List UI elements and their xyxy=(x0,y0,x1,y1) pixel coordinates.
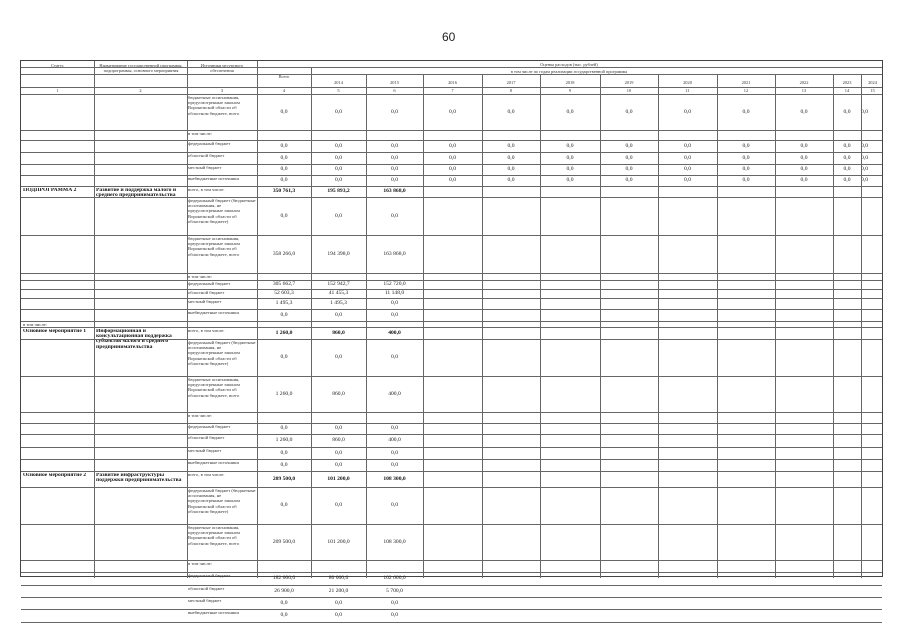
column-divider xyxy=(861,74,862,578)
row-divider xyxy=(21,164,882,165)
header-estimate: Оценка расходов (тыс. рублей) xyxy=(540,62,598,67)
row-divider xyxy=(21,140,882,141)
header-year: 2021 xyxy=(741,80,751,85)
header-col-number: 10 xyxy=(626,88,632,93)
main-event-1-value: 0,0 xyxy=(280,425,288,431)
top-block-value: 0,0 xyxy=(391,154,398,161)
main-event-1-row-label: федеральный бюджет xyxy=(188,424,231,429)
column-divider xyxy=(833,74,834,578)
subprogram-2-value: 163 868,0 xyxy=(383,250,406,257)
main-event-2-value: 0,0 xyxy=(335,599,342,606)
top-block-row-label: федеральный бюджет xyxy=(188,141,231,146)
row-divider xyxy=(21,197,882,198)
main-event-2-value: 0,0 xyxy=(335,612,342,618)
header-col-number: 6 xyxy=(393,88,396,93)
main-event-2-status: Основное мероприятие 2 xyxy=(23,473,87,478)
subprogram-2-value: 0,0 xyxy=(391,212,398,219)
subprogram-2-value: 1 495,3 xyxy=(275,300,293,306)
main-event-2-value: 0,0 xyxy=(280,612,288,618)
header-year: 2015 xyxy=(390,80,399,85)
subprogram-2-value: 0,0 xyxy=(335,311,342,318)
top-block-row-label: внебюджетные источники xyxy=(188,176,239,181)
top-block-value: 0,0 xyxy=(843,142,851,149)
top-block-value: 0,0 xyxy=(843,154,851,161)
main-event-2-value: 80 000,0 xyxy=(328,575,349,581)
main-event-2-value: 209 500,0 xyxy=(272,475,296,482)
header-col-number: 1 xyxy=(56,88,59,93)
subprogram-2-value: 152 942,7 xyxy=(327,281,350,287)
top-block-value: 0,0 xyxy=(391,177,398,183)
row-divider xyxy=(21,609,882,610)
header-col-number: 3 xyxy=(220,88,224,93)
top-block-row-label: областной бюджет xyxy=(188,153,225,158)
top-block-value: 0,0 xyxy=(742,166,750,172)
header-year: 2022 xyxy=(799,80,809,85)
header-col-number: 9 xyxy=(568,88,572,93)
column-divider xyxy=(717,74,718,578)
top-block-value: 0,0 xyxy=(449,108,456,115)
subprogram-2-value: 195 893,2 xyxy=(327,188,350,194)
top-block-value: 0,0 xyxy=(742,142,750,149)
top-block-value: 0,0 xyxy=(449,166,456,172)
main-event-1-name: Информационная и консультационная поддержка субъектов малого и среднего предпринимательства xyxy=(96,329,172,350)
row-divider xyxy=(21,152,882,153)
subprogram-2-row-label: федеральный бюджет xyxy=(188,281,231,286)
subprogram-2-value: 0,0 xyxy=(280,212,288,219)
page-number: 60 xyxy=(442,30,456,44)
subprogram-2-value: 41 455,3 xyxy=(328,290,349,296)
subprogram-2-status: ПОДПРОГРАММА 2 xyxy=(23,188,77,193)
main-event-2-row-label: внебюджетные источники xyxy=(188,610,239,615)
top-block-value: 0,0 xyxy=(800,108,808,115)
header-program-name: Наименование государственной программы, подпрограммы, основного мероприятия xyxy=(99,63,183,74)
main-event-2-value: 209 500,0 xyxy=(272,538,296,545)
top-block-value: 0,0 xyxy=(566,154,574,161)
top-block-value: 0,0 xyxy=(861,166,868,172)
subprogram-2-value: 0,0 xyxy=(335,212,342,219)
header-col-number: 15 xyxy=(870,88,875,93)
top-block-value: 0,0 xyxy=(391,166,398,172)
row-divider xyxy=(21,273,882,274)
row-divider xyxy=(21,339,882,340)
top-block-value: 0,0 xyxy=(507,177,515,183)
main-event-1-row-label: областной бюджет xyxy=(188,435,225,440)
subprogram-2-value: 152 720,0 xyxy=(383,281,406,287)
row-divider xyxy=(21,423,882,424)
row-divider xyxy=(21,597,882,598)
header-year: 2014 xyxy=(334,80,343,85)
subprogram-2-row-label: всего, в том числе: xyxy=(188,187,225,192)
main-event-1-value: 0,0 xyxy=(335,354,342,360)
main-event-2-name: Развитие инфраструктуры поддержки предпринимательства xyxy=(96,473,182,484)
subprogram-2-row-label: бюджетные ассигнования, предусмотренные законом Воронежской области об областном бюджете, всего xyxy=(188,236,240,257)
row-divider xyxy=(21,175,882,176)
top-block-value: 0,0 xyxy=(335,177,342,183)
top-block-value: 0,0 xyxy=(566,177,574,183)
top-block-value: 0,0 xyxy=(391,108,398,115)
header-col-number: 5 xyxy=(337,88,340,93)
top-block-value: 0,0 xyxy=(843,108,851,115)
header-col-number: 8 xyxy=(509,88,513,93)
header-col-number: 4 xyxy=(282,88,286,93)
row-divider xyxy=(21,560,882,561)
top-block-value: 0,0 xyxy=(861,142,868,149)
main-event-1-value: 0,0 xyxy=(391,354,398,360)
main-event-1-row-label: всего, в том числе: xyxy=(188,328,225,333)
in-that-number: в том числе: xyxy=(23,322,47,327)
top-block-value: 0,0 xyxy=(335,108,342,115)
column-divider xyxy=(423,74,424,578)
row-divider xyxy=(21,412,882,413)
subprogram-2-value: 305 662,7 xyxy=(272,281,296,287)
column-divider xyxy=(94,61,95,578)
row-divider xyxy=(21,524,882,525)
top-block-value: 0,0 xyxy=(843,166,851,172)
main-event-2-value: 182 600,0 xyxy=(272,575,296,581)
main-event-1-value: 0,0 xyxy=(280,449,288,456)
main-event-2-row-label: федеральный бюджет xyxy=(188,573,231,578)
column-divider xyxy=(658,74,659,578)
top-block-value: 0,0 xyxy=(335,166,342,172)
top-block-value: 0,0 xyxy=(507,108,515,115)
column-divider xyxy=(600,74,601,578)
main-event-2-row-label: бюджетные ассигнования, предусмотренные законом Воронежской области об областном бюджете, всего xyxy=(188,525,240,546)
row-divider xyxy=(21,327,882,328)
main-event-2-row-label: местный бюджет xyxy=(188,598,222,603)
top-block-value: 0,0 xyxy=(625,166,633,172)
main-event-1-row-label: бюджетные ассигнования, предусмотренные законом Воронежской области об областном бюджете, всего xyxy=(188,377,240,398)
top-block-value: 0,0 xyxy=(625,177,633,183)
header-year: 2017 xyxy=(506,80,516,85)
subprogram-2-row-label: внебюджетные источники xyxy=(188,310,239,315)
budget-table xyxy=(20,60,883,618)
subprogram-2-row-label: областной бюджет xyxy=(188,290,225,295)
top-block-value: 0,0 xyxy=(507,142,515,149)
row-divider xyxy=(21,447,882,448)
main-event-2-value: 21 200,0 xyxy=(328,587,349,594)
top-block-value: 0,0 xyxy=(566,166,574,172)
main-event-1-row-label: местный бюджет xyxy=(188,448,222,453)
top-block-value: 0,0 xyxy=(800,142,808,149)
top-block-value: 0,0 xyxy=(800,166,808,172)
subprogram-2-value: 0,0 xyxy=(391,311,398,318)
top-block-value: 0,0 xyxy=(684,108,691,115)
top-block-value: 0,0 xyxy=(507,154,515,161)
header-year: 2024 xyxy=(868,80,877,85)
main-event-1-value: 0,0 xyxy=(391,449,398,456)
top-block-value: 0,0 xyxy=(684,166,691,172)
row-divider xyxy=(21,585,882,586)
header-year: 2016 xyxy=(448,80,457,85)
main-event-2-value: 0,0 xyxy=(280,599,288,606)
header-year: 2023 xyxy=(842,80,852,85)
header-col-number: 2 xyxy=(139,88,142,93)
subprogram-2-name: Развитие и поддержка малого и среднего предпринимательства xyxy=(96,188,177,199)
top-block-value: 0,0 xyxy=(280,108,288,115)
main-event-2-row-label: всего, в том числе: xyxy=(188,472,225,477)
main-event-1-value: 0,0 xyxy=(335,449,342,456)
top-block-value: 0,0 xyxy=(625,142,633,149)
header-status: Статус xyxy=(51,63,64,68)
main-event-2-value: 108 300,0 xyxy=(383,475,406,482)
top-block-value: 0,0 xyxy=(684,142,691,149)
subprogram-2-row-label: федеральный бюджет (бюджетные ассигнования, не предусмотренные законом Воронежской области об областном бюджете) xyxy=(188,198,256,224)
header-col-number: 14 xyxy=(844,88,850,93)
top-block-value: 0,0 xyxy=(684,154,691,161)
header-year: 2018 xyxy=(565,80,575,85)
column-divider xyxy=(366,74,367,578)
subprogram-2-value: 1 495,3 xyxy=(330,300,347,306)
row-divider xyxy=(21,289,882,290)
row-divider xyxy=(21,572,882,573)
header-source: Источники ресурсного обеспечения xyxy=(200,63,244,74)
main-event-2-value: 0,0 xyxy=(391,612,398,618)
top-block-value: 0,0 xyxy=(861,154,868,161)
main-event-2-value: 101 200,0 xyxy=(327,538,350,545)
main-event-1-row-label: в том числе: xyxy=(188,413,212,418)
main-event-2-row-label: областной бюджет xyxy=(188,586,225,591)
main-event-1-value: 860,0 xyxy=(332,390,345,397)
top-block-value: 0,0 xyxy=(507,166,515,172)
header-total: Всего xyxy=(278,74,290,79)
top-block-row-label: местный бюджет xyxy=(188,165,222,170)
main-event-2-value: 0,0 xyxy=(280,502,288,508)
row-divider xyxy=(21,376,882,377)
row-divider xyxy=(21,130,882,131)
top-block-row-label: в том числе: xyxy=(188,131,212,136)
main-event-2-value: 0,0 xyxy=(391,502,398,508)
row-divider xyxy=(21,186,882,187)
top-block-value: 0,0 xyxy=(566,142,574,149)
main-event-1-status: Основное мероприятие 1 xyxy=(23,329,87,334)
top-block-value: 0,0 xyxy=(684,177,691,183)
subprogram-2-value: 0,0 xyxy=(280,311,288,318)
row-divider xyxy=(21,487,882,488)
main-event-2-value: 5 700,0 xyxy=(386,587,403,594)
column-divider xyxy=(540,74,541,578)
main-event-1-row-label: федеральный бюджет (бюджетные ассигнования, не предусмотренные законом Воронежской области об областном бюджете) xyxy=(188,340,256,366)
top-block-value: 0,0 xyxy=(391,142,398,149)
subprogram-2-value: 358 266,0 xyxy=(272,250,296,257)
main-event-2-row-label: федеральный бюджет (бюджетные ассигнования, не предусмотренные законом Воронежской области об областном бюджете) xyxy=(188,488,256,514)
main-event-1-value: 0,0 xyxy=(391,425,398,431)
top-block-value: 0,0 xyxy=(742,108,750,115)
header-col-number: 7 xyxy=(451,88,454,93)
column-divider xyxy=(311,67,312,578)
main-event-1-value: 0,0 xyxy=(391,461,398,468)
top-block-value: 0,0 xyxy=(742,177,750,183)
subprogram-2-value: 350 761,3 xyxy=(272,188,296,194)
main-event-1-value: 1 260,0 xyxy=(275,437,293,443)
row-divider xyxy=(21,280,882,281)
main-event-2-value: 0,0 xyxy=(391,599,398,606)
main-event-1-value: 0,0 xyxy=(335,461,342,468)
row-divider xyxy=(21,298,882,299)
header-year: 2020 xyxy=(683,80,692,85)
main-event-1-value: 860,0 xyxy=(332,437,345,443)
top-block-value: 0,0 xyxy=(449,154,456,161)
main-event-1-value: 1 260,0 xyxy=(275,390,293,397)
subprogram-2-value: 163 868,0 xyxy=(383,188,406,194)
top-block-value: 0,0 xyxy=(335,154,342,161)
subprogram-2-value: 0,0 xyxy=(391,300,398,306)
main-event-1-value: 0,0 xyxy=(280,461,288,468)
main-event-1-value: 860,0 xyxy=(332,329,345,336)
subprogram-2-value: 11 148,0 xyxy=(384,290,405,296)
top-block-value: 0,0 xyxy=(800,177,808,183)
main-event-1-value: 400,0 xyxy=(388,329,401,336)
header-year: 2019 xyxy=(624,80,634,85)
column-divider xyxy=(187,61,188,578)
main-event-2-value: 101 200,0 xyxy=(327,475,350,482)
top-block-value: 0,0 xyxy=(742,154,750,161)
top-block-value: 0,0 xyxy=(449,142,456,149)
main-event-2-value: 108 300,0 xyxy=(383,538,406,545)
top-block-value: 0,0 xyxy=(566,108,574,115)
top-block-value: 0,0 xyxy=(280,177,288,183)
row-divider xyxy=(21,321,882,322)
header-by-years: в том числе по годам реализации государственной программы xyxy=(510,69,628,74)
row-divider xyxy=(21,67,882,68)
header-col-number: 12 xyxy=(743,88,749,93)
top-block-value: 0,0 xyxy=(280,154,288,161)
row-divider xyxy=(21,459,882,460)
column-divider xyxy=(482,74,483,578)
header-col-number: 11 xyxy=(685,88,690,93)
subprogram-2-row-label: в том числе: xyxy=(188,274,212,279)
main-event-2-value: 26 900,0 xyxy=(274,587,294,594)
main-event-1-value: 1 260,0 xyxy=(275,329,293,336)
main-event-1-value: 400,0 xyxy=(388,437,401,443)
row-divider xyxy=(21,309,882,310)
main-event-1-row-label: внебюджетные источники xyxy=(188,460,239,465)
top-block-value: 0,0 xyxy=(280,166,288,172)
main-event-1-value: 0,0 xyxy=(335,425,342,431)
row-divider xyxy=(21,94,882,95)
top-block-value: 0,0 xyxy=(625,108,633,115)
main-event-1-value: 0,0 xyxy=(280,354,288,360)
main-event-1-value: 400,0 xyxy=(388,390,401,397)
header-col-number: 13 xyxy=(801,88,807,93)
main-event-2-value: 102 600,0 xyxy=(383,575,406,581)
subprogram-2-row-label: местный бюджет xyxy=(188,299,222,304)
top-block-row-label: бюджетные ассигнования, предусмотренные законом Воронежской области об областном бюджете, всего xyxy=(188,95,240,116)
top-block-value: 0,0 xyxy=(449,177,456,183)
top-block-value: 0,0 xyxy=(843,177,851,183)
main-event-2-value: 0,0 xyxy=(335,502,342,508)
subprogram-2-value: 194 398,0 xyxy=(327,250,350,257)
row-divider xyxy=(21,434,882,435)
subprogram-2-value: 52 603,3 xyxy=(274,290,294,296)
row-divider xyxy=(21,235,882,236)
top-block-value: 0,0 xyxy=(625,154,633,161)
top-block-value: 0,0 xyxy=(861,108,868,115)
top-block-value: 0,0 xyxy=(861,177,868,183)
top-block-value: 0,0 xyxy=(335,142,342,149)
top-block-value: 0,0 xyxy=(280,142,288,149)
column-divider xyxy=(775,74,776,578)
row-divider xyxy=(21,622,882,623)
top-block-value: 0,0 xyxy=(800,154,808,161)
row-divider xyxy=(21,471,882,472)
row-divider xyxy=(21,74,882,75)
column-divider xyxy=(257,61,258,578)
main-event-2-row-label: в том числе: xyxy=(188,561,212,566)
